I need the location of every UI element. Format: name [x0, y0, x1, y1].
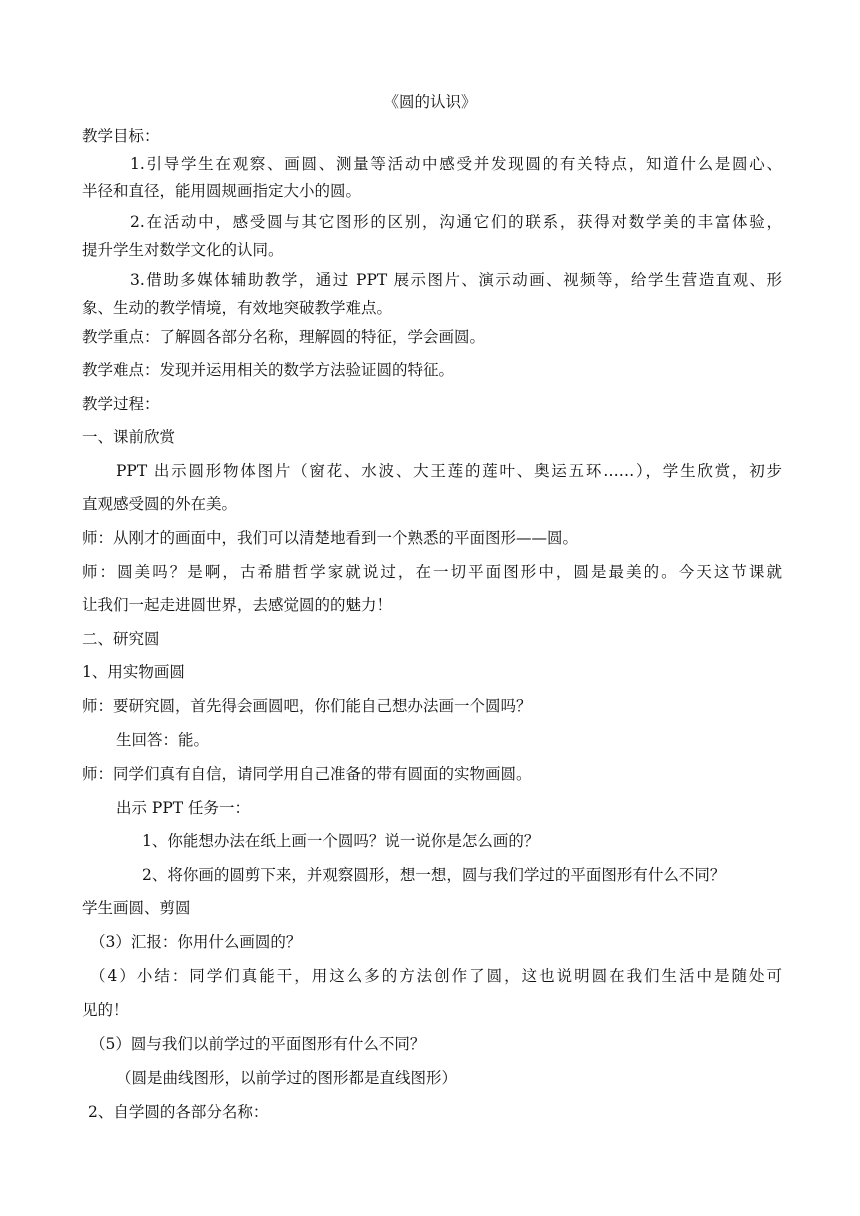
task-item-2: 2、将你画的圆剪下来，并观察圆形，想一想，圆与我们学过的平面图形有什么不同？: [142, 866, 726, 884]
teacher-line-2-part-1: 师：圆美吗？是啊，古希腊哲学家就说过，在一切平面图形中，圆是最美的。今天这节课就: [82, 563, 782, 581]
step-5: （5）圆与我们以前学过的平面图形有什么不同？: [90, 1035, 426, 1053]
section-2-heading: 二、研究圆: [82, 630, 160, 648]
teacher-line-4: 师：同学们真有自信，请同学用自己准备的带有圆面的实物画圆。: [82, 765, 532, 783]
difficult-point: 教学难点：发现并运用相关的数学方法验证圆的特征。: [82, 361, 455, 379]
objective-3-line-2: 象、生动的教学情境，有效地突破教学难点。: [82, 299, 393, 317]
teacher-line-1: 师：从刚才的画面中，我们可以清楚地看到一个熟悉的平面图形——圆。: [82, 529, 579, 547]
subsection-2-heading: 2、自学圆的各部分名称：: [88, 1103, 269, 1121]
objective-2-line-1: 2.在活动中，感受圆与其它图形的区别，沟通它们的联系，获得对数学美的丰富体验，: [130, 213, 782, 231]
ppt-paragraph-line-1: PPT 出示圆形物体图片（窗花、水波、大王莲的莲叶、奥运五环……），学生欣赏，初步: [116, 462, 782, 480]
step-4-line-2: 见的！: [82, 1001, 129, 1019]
subsection-1-heading: 1、用实物画圆: [82, 663, 185, 681]
objective-3-line-1: 3.借助多媒体辅助教学，通过 PPT 展示图片、演示动画、视频等，给学生营造直观、形: [130, 271, 782, 289]
document-title: 《圆的认识》: [383, 93, 477, 111]
teacher-line-2-part-2: 让我们一起走进圆世界，去感觉圆的的魅力！: [82, 596, 393, 614]
task-item-1: 1、你能想办法在纸上画一个圆吗？说一说你是怎么画的？: [142, 832, 540, 850]
section-1-heading: 一、课前欣赏: [82, 428, 176, 446]
objectives-heading: 教学目标：: [82, 127, 160, 145]
key-point: 教学重点：了解圆各部分名称，理解圆的特征，学会画圆。: [82, 328, 486, 346]
ppt-task-heading: 出示 PPT 任务一：: [116, 799, 251, 817]
teacher-line-3: 师：要研究圆，首先得会画圆吧，你们能自己想办法画一个圆吗？: [82, 697, 532, 715]
ppt-paragraph-line-2: 直观感受圆的外在美。: [82, 495, 238, 513]
students-draw-line: 学生画圆、剪圆: [82, 899, 191, 917]
process-heading: 教学过程：: [82, 395, 160, 413]
step-3: （3）汇报：你用什么画圆的？: [90, 933, 302, 951]
objective-1-line-2: 半径和直径，能用圆规画指定大小的圆。: [82, 182, 362, 200]
step-5-answer: （圆是曲线图形，以前学过的图形都是直线图形）: [116, 1069, 458, 1087]
objective-2-line-2: 提升学生对数学文化的认同。: [82, 241, 284, 259]
step-4-line-1: （4）小结：同学们真能干，用这么多的方法创作了圆，这也说明圆在我们生活中是随处可: [90, 967, 782, 985]
student-answer: 生回答：能。: [116, 731, 210, 749]
objective-1-line-1: 1.引导学生在观察、画圆、测量等活动中感受并发现圆的有关特点，知道什么是圆心、: [130, 155, 782, 173]
